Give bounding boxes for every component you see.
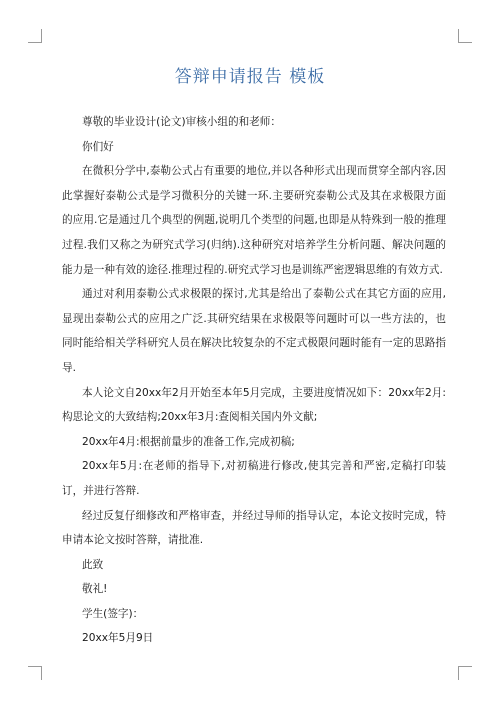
crop-mark-bottom-right-h xyxy=(458,666,472,667)
paragraph: 20xx年5月:在老师的指导下,对初稿进行修改,使其完善和严密,定稿打印装订，并进行答辩. xyxy=(62,460,446,497)
crop-mark-top-left-v xyxy=(41,29,42,43)
crop-mark-top-left-h xyxy=(28,42,42,43)
document-body xyxy=(62,110,446,651)
closing-line: 此致 xyxy=(82,558,104,571)
paragraph: 在微积分学中,泰勒公式占有重要的地位,并以各种形式出现而贯穿全部内容,因此掌握好泰勒公式是学习微积分的关键一环.主要研究泰勒公式及其在求极限方面的应用.它是通过几个典型的例题,说明几个类型的问题,也即是从特殊到一般的推理过程.我们又称之为研究式学习(归纳).这种研究对培养学生分析问题、解决问题的能力是一种有效的途径.推理过程的.研究式学习也是训练严密逻辑思维的有效方式. xyxy=(62,165,446,276)
crop-mark-bottom-left-h xyxy=(28,666,42,667)
greeting: 尊敬的毕业设计(论文)审核小组的和老师： xyxy=(82,116,281,128)
date-line: 20xx年5月9日 xyxy=(82,632,154,645)
paragraph: 通过对利用泰勒公式求极限的探讨,尤其是给出了泰勒公式在其它方面的应用,显现出泰勒公式的应用之广泛.其研究结果在求极限等问题时可以一些方法的，也同时能给相关学科研究人员在解决比较复杂的不定式极限问题时能有一定的思路指导. xyxy=(62,288,446,374)
paragraph: 经过反复仔细修改和严格审查，并经过导师的指导认定，本论文按时完成，特申请本论文按时答辩，请批准. xyxy=(62,509,446,547)
salutation: 敬礼! xyxy=(82,583,108,596)
paragraph: 本人论文自20xx年2月开始至本年5月完成，主要进度情况如下：20xx年2月:构思论文的大致结构;20xx年3月:查阅相关国内外文献; xyxy=(62,386,446,424)
crop-mark-top-right-v xyxy=(458,29,459,43)
crop-mark-bottom-right-v xyxy=(458,666,459,680)
document-title: 答辩申请报告 模板 xyxy=(174,67,326,87)
paragraph: 20xx年4月:根据前量步的准备工作,完成初稿; xyxy=(82,435,295,448)
crop-mark-bottom-left-v xyxy=(41,666,42,680)
hello-line: 你们好 xyxy=(82,140,114,153)
signature-line: 学生(签字)： xyxy=(82,607,144,620)
crop-mark-top-right-h xyxy=(458,42,472,43)
